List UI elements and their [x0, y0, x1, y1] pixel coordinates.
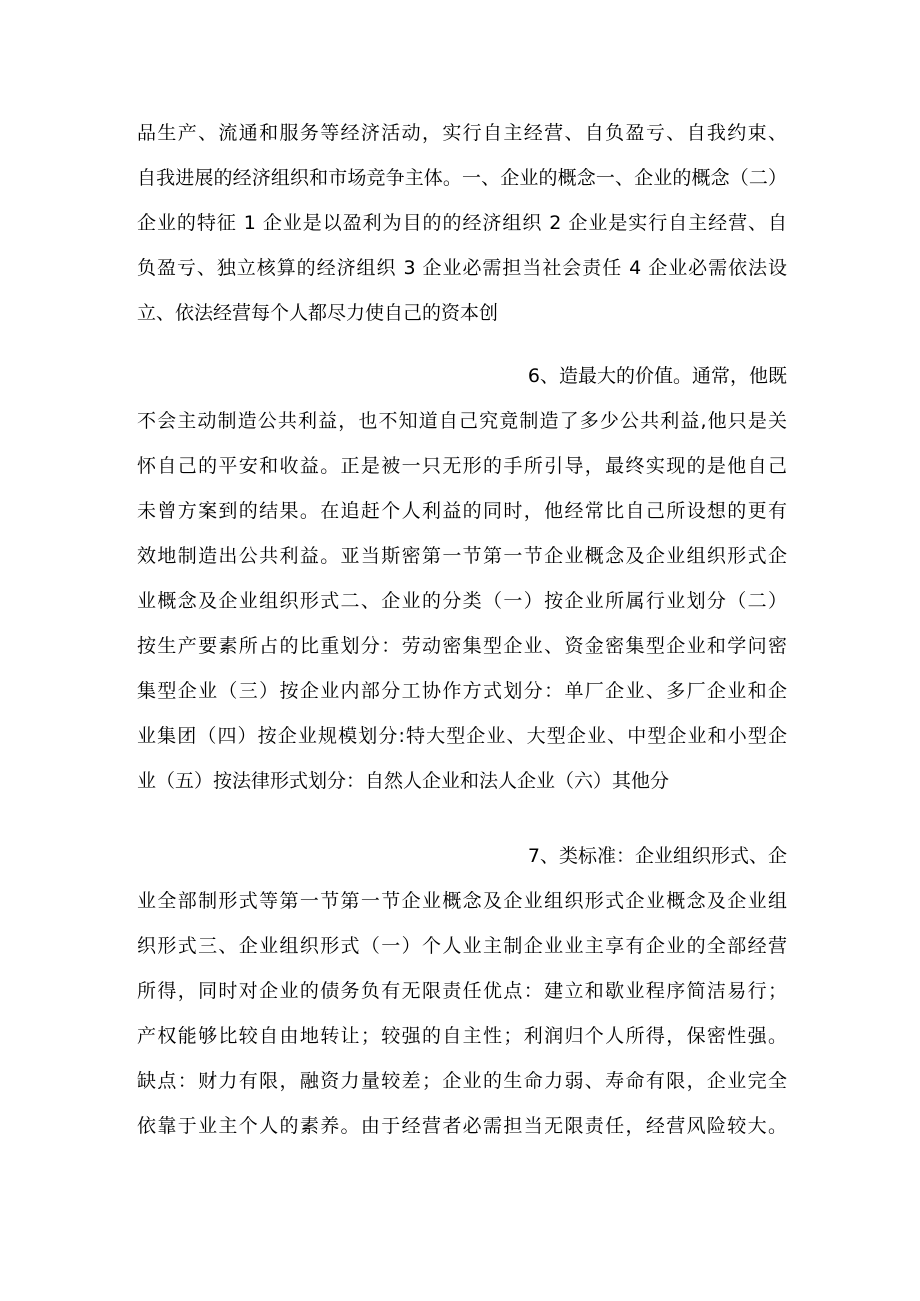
- text-line: 产权能够比较自由地转让；较强的自主性；利润归个人所得，保密性强。: [137, 1025, 787, 1047]
- text-line: 集型企业（三）按企业内部分工协作方式划分：单厂企业、多厂企业和企: [137, 680, 787, 702]
- text-line: 业全部制形式等第一节第一节企业概念及企业组织形式企业概念及企业组: [137, 890, 787, 912]
- text-line: 业集团（四）按企业规模划分:特大型企业、大型企业、中型企业和小型企: [137, 725, 787, 747]
- text-line: 所得，同时对企业的债务负有无限责任优点：建立和歇业程序简洁易行；: [137, 980, 787, 1002]
- paragraph-organization-forms: [137, 834, 787, 1149]
- text-line: 织形式三、企业组织形式（一）个人业主制企业业主享有企业的全部经营: [137, 935, 787, 957]
- text-line: 按生产要素所占的比重划分：劳动密集型企业、资金密集型企业和学问密: [137, 635, 787, 657]
- text-line: 品生产、流通和服务等经济活动，实行自主经营、自负盈亏、自我约束、: [137, 122, 787, 144]
- numbered-line-6: 6、造最大的价值。通常，他既: [527, 365, 787, 387]
- text-line: 依靠于业主个人的素养。由于经营者必需担当无限责任，经营风险较大。: [137, 1115, 787, 1137]
- text-line: 缺点：财力有限，融资力量较差；企业的生命力弱、寿命有限，企业完全: [137, 1070, 787, 1092]
- numbered-line-7: 7、类标准：企业组织形式、企: [527, 845, 787, 867]
- text-line: 未曾方案到的结果。在追赶个人利益的同时，他经常比自己所设想的更有: [137, 500, 787, 522]
- text-line: 负盈亏、独立核算的经济组织 3 企业必需担当社会责任 4 企业必需依法设: [137, 257, 787, 279]
- paragraph-enterprise-classification: [137, 354, 787, 804]
- text-line: 立、依法经营每个人都尽力使自己的资本创: [137, 302, 499, 324]
- text-line: 不会主动制造公共利益，也不知道自己究竟制造了多少公共利益,他只是关: [137, 410, 787, 432]
- text-line: 业概念及企业组织形式二、企业的分类（一）按企业所属行业划分（二）: [137, 590, 787, 612]
- text-line: 怀自己的平安和收益。正是被一只无形的手所引导，最终实现的是他自己: [137, 455, 787, 477]
- text-line: 自我进展的经济组织和市场竞争主体。一、企业的概念一、企业的概念（二）: [137, 167, 787, 189]
- paragraph-enterprise-characteristics: [137, 111, 787, 336]
- text-line: 企业的特征 1 企业是以盈利为目的的经济组织 2 企业是实行自主经营、自: [137, 212, 787, 234]
- text-line: 效地制造出公共利益。亚当斯密第一节第一节企业概念及企业组织形式企: [137, 545, 787, 567]
- text-line: 业（五）按法律形式划分：自然人企业和法人企业（六）其他分: [137, 770, 670, 792]
